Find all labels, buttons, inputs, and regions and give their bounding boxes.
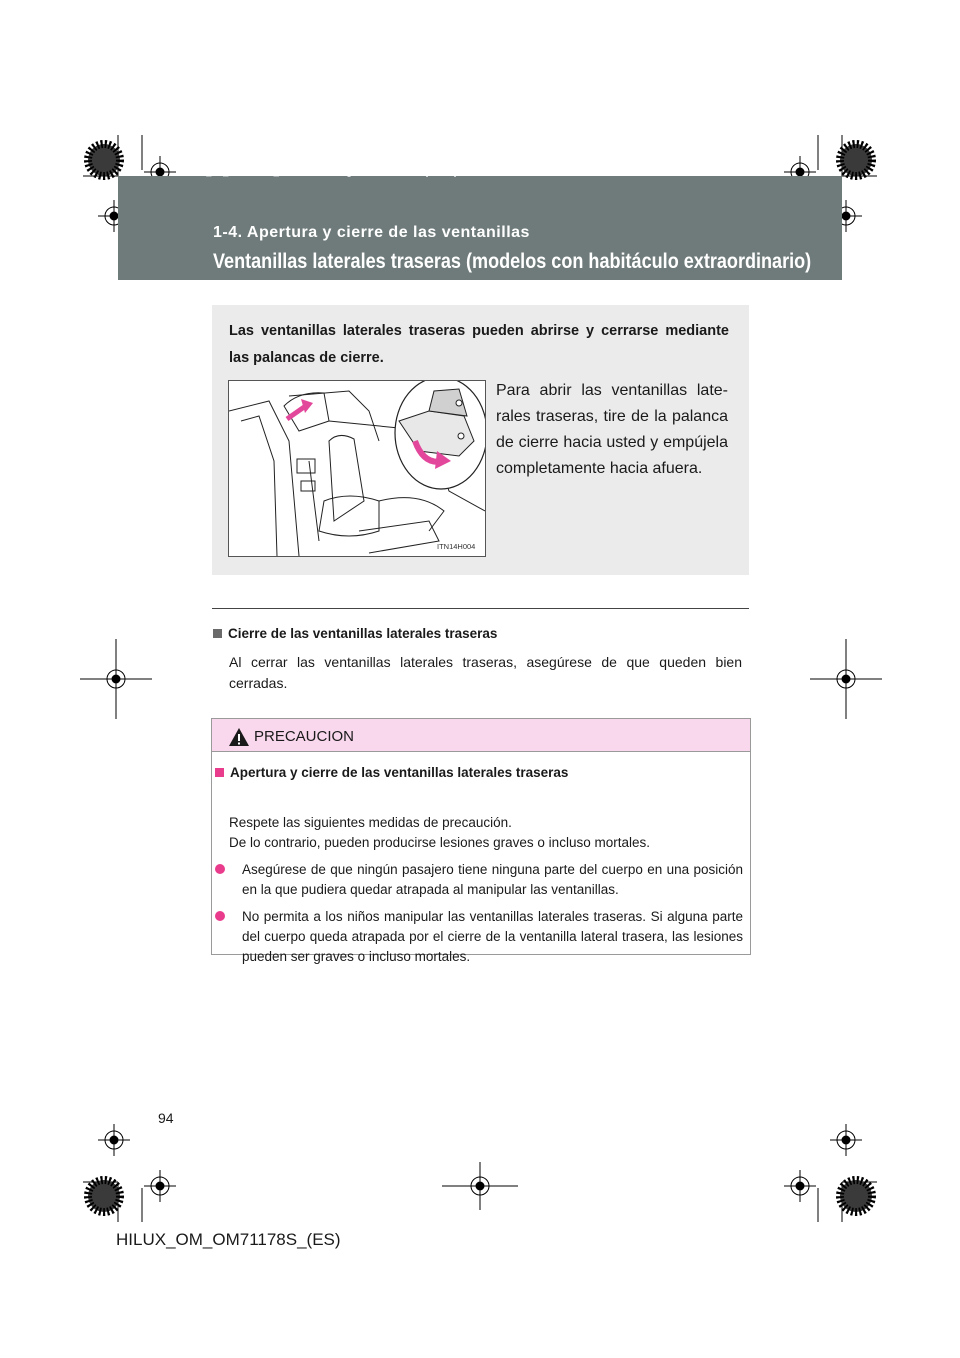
note-heading-text: Cierre de las ventanillas laterales traseras [228, 626, 498, 641]
book-stamp: HILUX_OM_OM71178S_(ES).book Page 94 Wednesday, May 16, 2012 3:09 PM [178, 168, 555, 178]
registration-target [442, 1162, 518, 1210]
registration-dial [840, 1180, 872, 1212]
bullet-dot-icon [215, 911, 225, 921]
registration-dial [88, 1180, 120, 1212]
caution-subheading-text: Apertura y cierre de las ventanillas laterales traseras [230, 765, 569, 780]
registration-target [784, 1170, 816, 1202]
divider-rule [212, 608, 749, 609]
caution-label: PRECAUCION [254, 728, 355, 745]
registration-target [80, 639, 152, 719]
registration-target [810, 639, 882, 719]
registration-target [98, 1124, 130, 1156]
figure-id: ITN14H004 [437, 542, 476, 551]
bullet-dot-icon [215, 864, 225, 874]
note-body: Al cerrar las ventanillas laterales traseras, asegúrese de que queden bien cerradas. [229, 654, 742, 691]
registration-dial [88, 144, 120, 176]
caution-bullet-text: Asegúrese de que ningún pasajero tiene ninguna parte del cuerpo en una posición en la que pudiera quedar atrapada al manipular las ventanillas. [242, 862, 743, 897]
registration-dial [840, 144, 872, 176]
caution-bullet-2 [215, 907, 743, 967]
section-label: 1-4. Apertura y cierre de las ventanillas [213, 224, 530, 241]
document-code: HILUX_OM_OM71178S_(ES) [116, 1230, 341, 1249]
caution-bullet [215, 860, 743, 900]
warning-triangle-icon [228, 727, 250, 747]
page-number: 94 [158, 1110, 174, 1126]
note-heading [213, 626, 497, 641]
square-bullet-icon [213, 629, 222, 638]
intro-text: Las ventanillas laterales traseras pueden abrirse y cerrarse mediante las palancas de cierre. [229, 323, 729, 366]
registration-target [830, 1124, 862, 1156]
caution-line-2: De lo contrario, pueden producirse lesiones graves o incluso mortales. [229, 835, 650, 850]
figure-interior-illustration [228, 380, 486, 557]
figure-caption: Para abrir las ventanillas laterales traseras, tire de la palanca de cierre hacia usted y empújela completamente hacia afuera. [496, 382, 728, 477]
caution-bullet-text: No permita a los niños manipular las ventanillas laterales traseras. Si alguna parte del cuerpo queda atrapada por el cierre de la ventanilla lateral trasera, las lesiones pueden ser graves o incluso mortales. [242, 909, 743, 964]
caution-subheading [215, 765, 568, 780]
page-title: Ventanillas laterales traseras (modelos con habitáculo extraordinario) [213, 250, 812, 273]
square-bullet-icon [215, 768, 224, 777]
caution-line-1: Respete las siguientes medidas de precaución. [229, 815, 512, 830]
cab-interior-drawing [229, 381, 485, 556]
registration-target [144, 1170, 176, 1202]
